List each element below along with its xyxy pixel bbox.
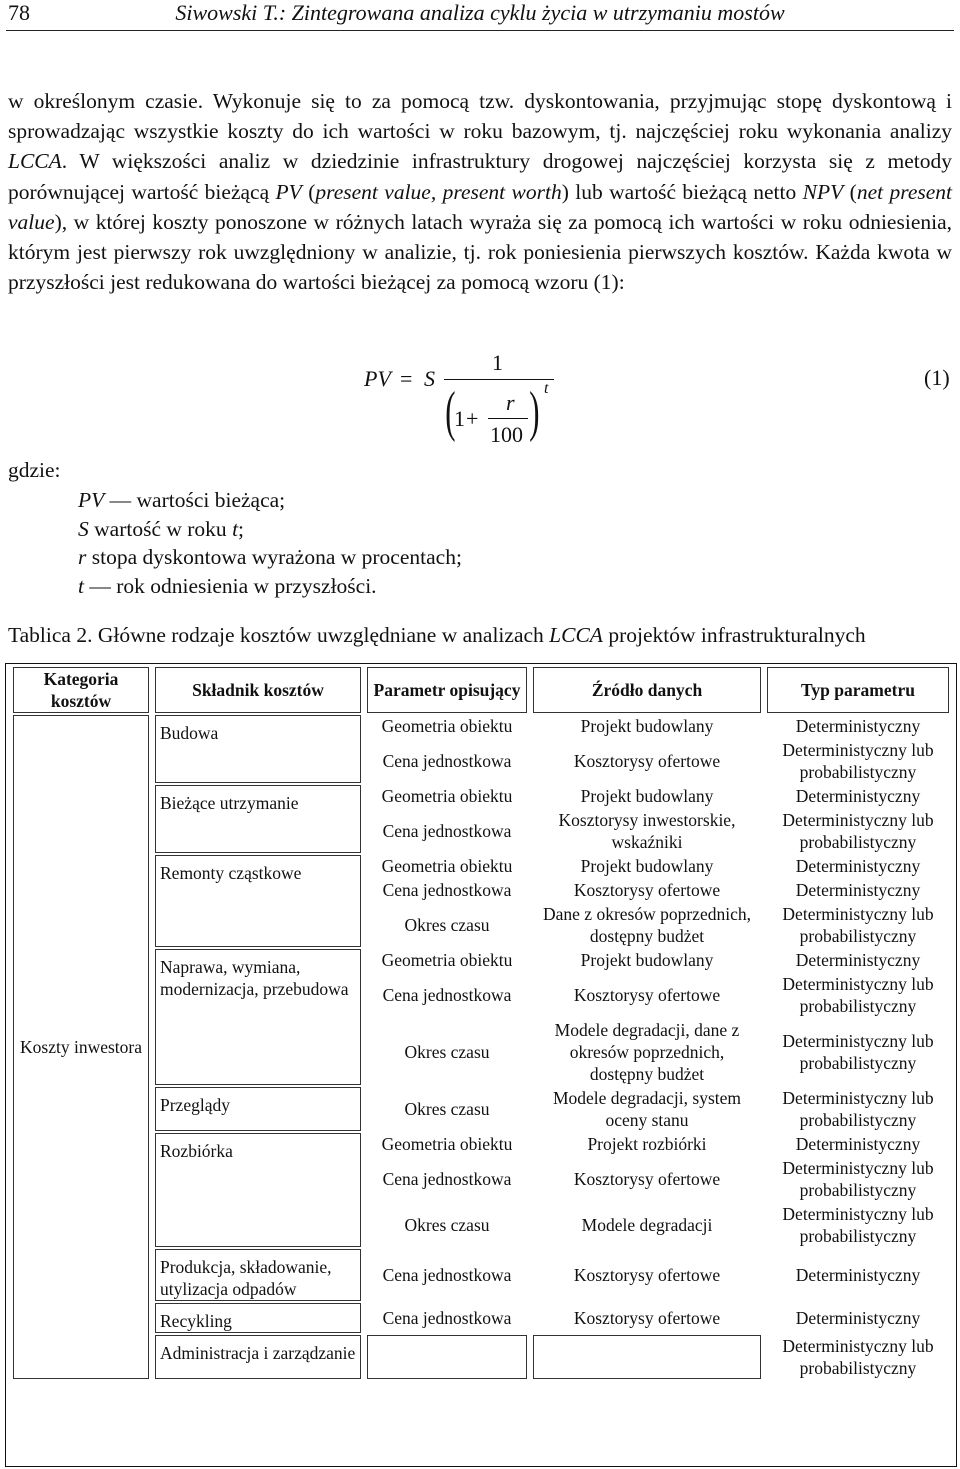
header-component: Składnik kosztów — [155, 667, 361, 713]
table-row — [13, 1249, 949, 1301]
header-parameter: Parametr opisujący — [367, 667, 527, 713]
table-row — [13, 809, 949, 853]
category-cell: Koszty inwestora — [13, 715, 149, 1379]
page-header — [0, 0, 960, 36]
source-cell: Projekt budowlany — [580, 950, 714, 970]
table-row — [13, 879, 949, 901]
type-cell: Deterministyczny — [795, 716, 921, 736]
formula-r: r — [506, 390, 515, 415]
type-cell: Deterministyczny — [795, 786, 921, 806]
table-row — [13, 1203, 949, 1247]
component-cell: Rozbiórka — [155, 1133, 361, 1247]
header-source: Źródło danych — [533, 667, 761, 713]
source-cell: Kosztorysy inwestorskie, wskaźniki — [558, 810, 736, 852]
parameter-cell: Geometria obiektu — [381, 950, 513, 970]
table-row — [13, 903, 949, 947]
component-cell: Remonty cząstkowe — [155, 855, 361, 947]
type-cell: Deterministyczny lub probabilistyczny — [782, 740, 934, 782]
formula-equals: = — [400, 366, 413, 391]
formula-plus: + — [466, 406, 479, 431]
parameter-cell: Cena jednostkowa — [382, 1169, 512, 1189]
source-cell: Projekt rozbiórki — [587, 1134, 707, 1154]
table-row — [13, 1087, 949, 1131]
table-row — [13, 739, 949, 783]
parameter-cell: Cena jednostkowa — [382, 985, 512, 1005]
source-cell: Projekt budowlany — [580, 856, 714, 876]
table-caption: Tablica 2. Główne rodzaje kosztów uwzględniane w analizach LCCA projektów infrastrukturalnych — [8, 623, 866, 647]
type-cell: Deterministyczny lub probabilistyczny — [782, 1088, 934, 1130]
source-cell: Modele degradacji — [581, 1215, 713, 1235]
source-cell: Kosztorysy ofertowe — [573, 1169, 721, 1189]
type-cell: Deterministyczny — [795, 880, 921, 900]
table-row — [13, 785, 949, 807]
definition-item: PV — wartości bieżąca; — [78, 488, 286, 512]
header-rule — [6, 30, 954, 31]
parameter-cell: Cena jednostkowa — [382, 1265, 512, 1285]
parameter-cell: Okres czasu — [404, 1099, 490, 1119]
parameter-cell: Geometria obiektu — [381, 716, 513, 736]
parameter-cell — [367, 1335, 527, 1379]
formula-one: 1 — [454, 406, 465, 431]
parameter-cell: Geometria obiektu — [381, 856, 513, 876]
component-cell: Recykling — [155, 1303, 361, 1333]
formula-pv — [362, 346, 562, 456]
header-type: Typ parametru — [767, 667, 949, 713]
equation-number: (1) — [924, 365, 950, 390]
table-row — [13, 715, 949, 737]
parameter-cell: Geometria obiektu — [381, 1134, 513, 1154]
parameter-cell: Cena jednostkowa — [382, 751, 512, 771]
source-cell: Kosztorysy ofertowe — [573, 985, 721, 1005]
type-cell: Deterministyczny lub probabilistyczny — [782, 974, 934, 1016]
page-number: 78 — [8, 0, 30, 25]
parameter-cell: Okres czasu — [404, 1042, 490, 1062]
header-category: Kategoria kosztów — [13, 667, 149, 713]
component-cell: Przeglądy — [155, 1087, 361, 1131]
source-cell: Kosztorysy ofertowe — [573, 1308, 721, 1328]
source-cell: Kosztorysy ofertowe — [573, 1265, 721, 1285]
definitions-list — [78, 486, 462, 600]
type-cell: Deterministyczny — [795, 1134, 921, 1154]
formula-hundred: 100 — [490, 422, 523, 447]
formula-fraction-bar — [444, 379, 554, 380]
formula-lhs: PV — [364, 366, 391, 391]
parameter-cell: Okres czasu — [404, 1215, 490, 1235]
component-cell: Naprawa, wymiana, modernizacja, przebudowa — [155, 949, 361, 1085]
table-row — [13, 855, 949, 877]
component-cell: Administracja i zarządzanie — [155, 1335, 361, 1379]
component-cell: Budowa — [155, 715, 361, 783]
table-row — [13, 1303, 949, 1333]
definition-item: t — rok odniesienia w przyszłości. — [78, 573, 377, 598]
type-cell: Deterministyczny — [795, 856, 921, 876]
definitions-intro: gdzie: — [8, 458, 61, 482]
source-cell: Modele degradacji, system oceny stanu — [552, 1088, 742, 1130]
table-row — [13, 973, 949, 1017]
type-cell: Deterministyczny — [795, 1308, 921, 1328]
component-cell: Produkcja, składowanie, utylizacja odpadów — [155, 1249, 361, 1301]
source-cell — [533, 1335, 761, 1379]
definition-item: S wartość w roku t; — [78, 516, 245, 541]
type-cell: Deterministyczny lub probabilistyczny — [782, 1204, 934, 1246]
parameter-cell: Geometria obiektu — [381, 786, 513, 806]
type-cell: Deterministyczny lub probabilistyczny — [782, 1031, 934, 1073]
formula-right-paren: ) — [529, 381, 540, 443]
formula-s: S — [424, 366, 435, 391]
table-row — [13, 1019, 949, 1085]
body-paragraph: w określonym czasie. Wykonuje się to za pomocą tzw. dyskontowania, przyjmując stopę dyskontową i sprowadzając wszystkie koszty do ich wartości w roku bazowym, tj. najczęściej roku wykonania analizy LCCA. W większości analiz w dziedzinie infrastruktury drogowej najczęściej korzysta się z metody porównującej wartość bieżącą PV (present value, present worth) lub wartość bieżącą netto NPV (net present value), w której koszty ponoszone w różnych latach wyraża się za pomocą ich wartości w roku odniesienia, którym jest pierwszy rok uwzględniony w analizie, tj. rok poniesienia pierwszych kosztów. Każda kwota w przyszłości jest redukowana do wartości bieżącej za pomocą wzoru (1): — [8, 89, 953, 295]
component-cell: Bieżące utrzymanie — [155, 785, 361, 853]
table-row — [13, 1335, 949, 1379]
table-row — [13, 1133, 949, 1155]
parameter-cell: Cena jednostkowa — [382, 1308, 512, 1328]
definition-item: r stopa dyskontowa wyrażona w procentach; — [78, 545, 462, 569]
source-cell: Projekt budowlany — [580, 716, 714, 736]
type-cell: Deterministyczny lub probabilistyczny — [782, 1336, 934, 1378]
source-cell: Kosztorysy ofertowe — [573, 751, 721, 771]
cost-table — [7, 665, 955, 1381]
type-cell: Deterministyczny lub probabilistyczny — [782, 810, 934, 852]
table-row — [13, 1157, 949, 1201]
table-header-row — [13, 667, 949, 713]
formula-inner-bar — [488, 418, 528, 419]
source-cell: Projekt budowlany — [580, 786, 714, 806]
type-cell: Deterministyczny lub probabilistyczny — [782, 1158, 934, 1200]
table-row — [13, 949, 949, 971]
formula-exponent: t — [544, 380, 549, 397]
type-cell: Deterministyczny — [795, 950, 921, 970]
parameter-cell: Cena jednostkowa — [382, 821, 512, 841]
formula-numerator: 1 — [492, 350, 503, 375]
source-cell: Dane z okresów poprzednich, dostępny budżet — [543, 904, 751, 946]
source-cell: Modele degradacji, dane z okresów poprzednich, dostępny budżet — [554, 1020, 740, 1084]
parameter-cell: Cena jednostkowa — [382, 880, 512, 900]
source-cell: Kosztorysy ofertowe — [573, 880, 721, 900]
type-cell: Deterministyczny — [795, 1265, 921, 1285]
parameter-cell: Okres czasu — [404, 915, 490, 935]
running-title: Siwowski T.: Zintegrowana analiza cyklu życia w utrzymaniu mostów — [175, 0, 785, 25]
formula-left-paren: ( — [445, 381, 456, 443]
type-cell: Deterministyczny lub probabilistyczny — [782, 904, 934, 946]
